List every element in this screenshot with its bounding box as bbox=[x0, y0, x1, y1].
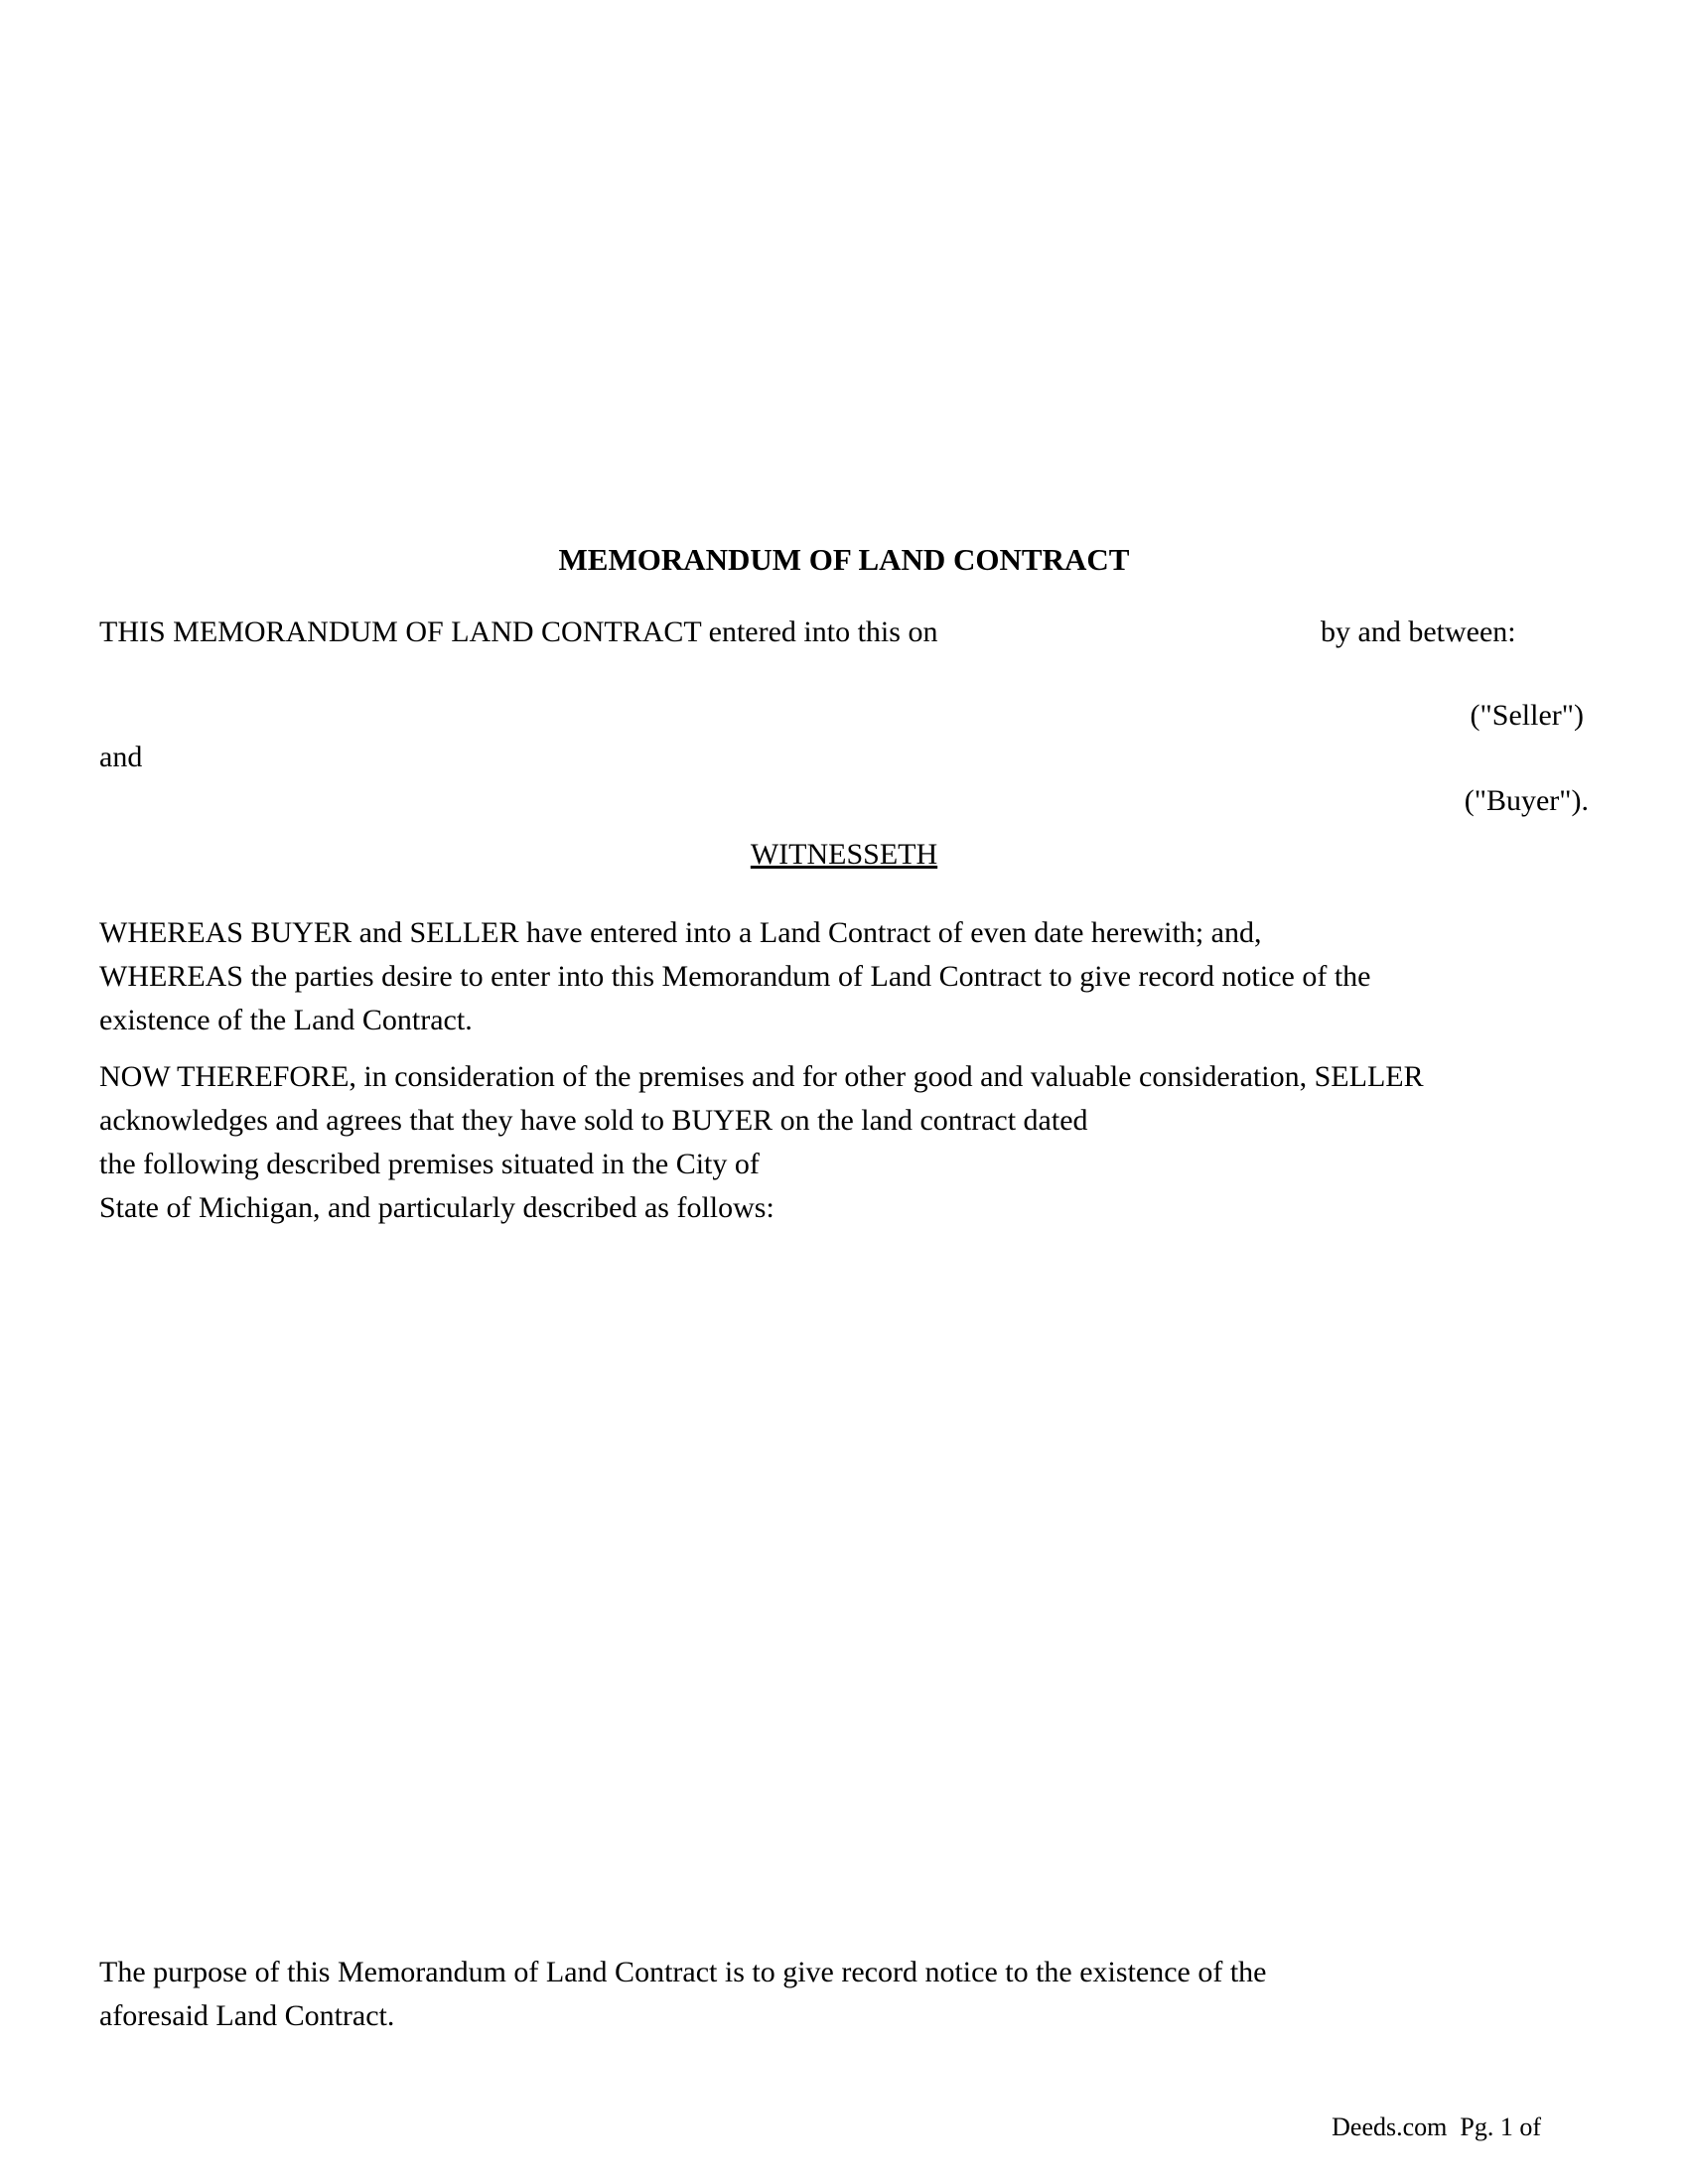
paragraph-line: The purpose of this Memorandum of Land Contract is to give record notice to the existence of the bbox=[99, 1956, 1267, 1988]
paragraph-line: the following described premises situated in the City of bbox=[99, 1148, 760, 1180]
paragraph-line: State of Michigan, and particularly described as follows: bbox=[99, 1191, 774, 1224]
paragraph-line: acknowledges and agrees that they have sold to BUYER on the land contract dated bbox=[99, 1104, 1088, 1137]
purpose-paragraph bbox=[99, 1951, 1589, 2038]
paragraph-line: NOW THEREFORE, in consideration of the premises and for other good and valuable consideration, SELLER bbox=[99, 1060, 1424, 1093]
now-therefore-paragraph bbox=[99, 1055, 1589, 1230]
paragraph-line: WHEREAS BUYER and SELLER have entered into a Land Contract of even date herewith; and, bbox=[99, 916, 1262, 949]
seller-label: ("Seller") bbox=[1470, 699, 1584, 732]
page-footer bbox=[1332, 2112, 1541, 2142]
footer-site: Deeds.com bbox=[1332, 2113, 1448, 2141]
buyer-label: ("Buyer"). bbox=[1464, 784, 1589, 817]
footer-page-number: Pg. 1 of bbox=[1460, 2113, 1541, 2141]
intro-text: THIS MEMORANDUM OF LAND CONTRACT entered into this on bbox=[99, 615, 938, 648]
paragraph-line: aforesaid Land Contract. bbox=[99, 1999, 395, 2032]
document-title: MEMORANDUM OF LAND CONTRACT bbox=[558, 542, 1130, 577]
paragraph-line: WHEREAS the parties desire to enter into this Memorandum of Land Contract to give record notice of the bbox=[99, 960, 1371, 993]
paragraph-line: existence of the Land Contract. bbox=[99, 1004, 473, 1036]
witnesseth-heading: WITNESSETH bbox=[750, 838, 938, 871]
intro-by-and-between: by and between: bbox=[1321, 615, 1516, 648]
and-conjunction: and bbox=[99, 741, 143, 773]
whereas-paragraph bbox=[99, 911, 1589, 1042]
